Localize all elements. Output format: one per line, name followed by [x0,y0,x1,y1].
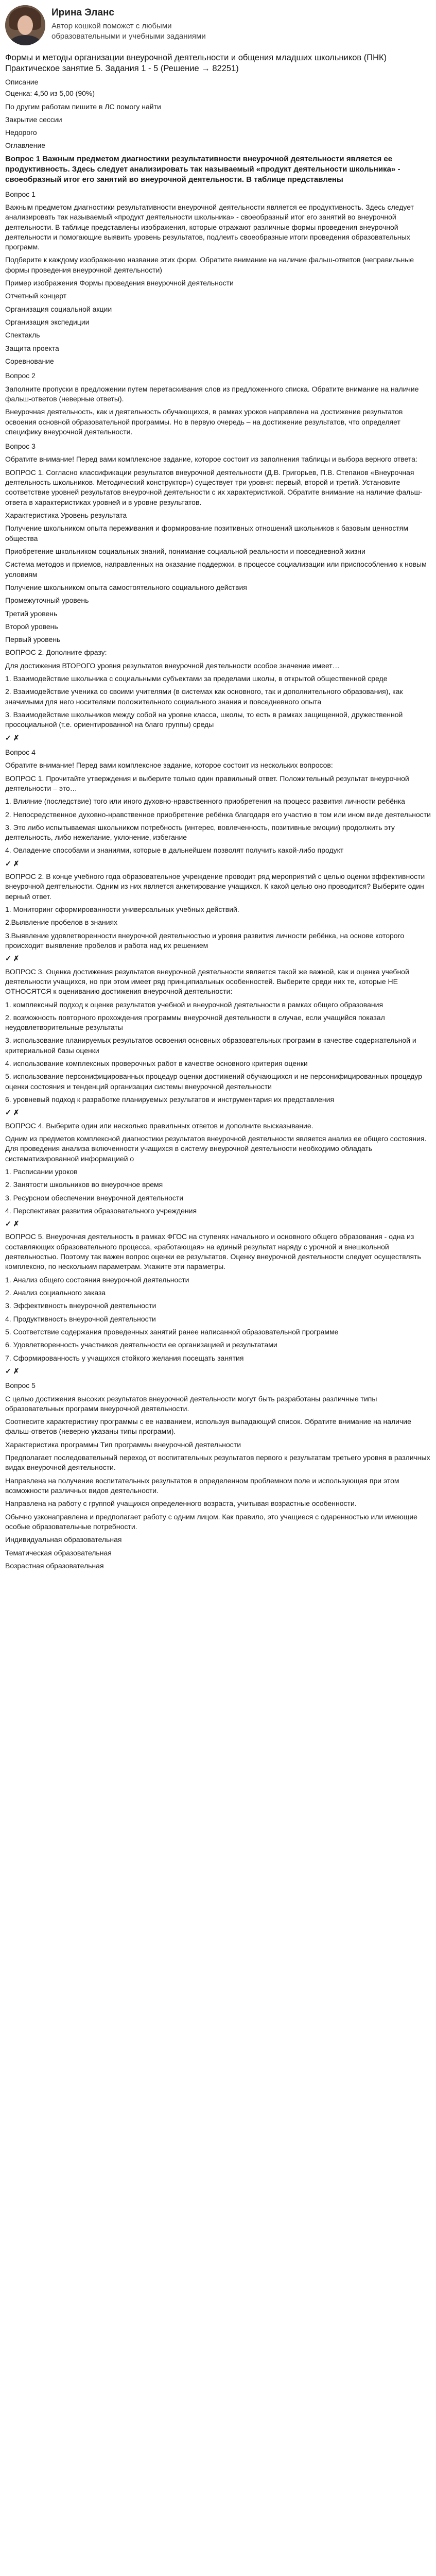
q4-sub1-option: 3. Это либо испытываемая школьником потребность (интерес, вовлеченность, позитивные эмоции) продолжить эту деятельность, либо нежелание, уклонение, избегание [5,823,395,842]
q1-answer: Соревнование [5,357,54,365]
check-cross-icon: ✓ ✗ [5,1108,20,1117]
q4-sub1: ВОПРОС 1. Прочитайте утверждения и выберите только один правильный ответ. Положительный результат внеурочной деятельности – это… [5,774,409,792]
q5-table-head: Характеристика программы Тип программы внеурочной деятельности [5,1440,241,1449]
q4-sub3-option: 1. комплексный подход к оценке результатов учебной и внеурочной деятельности в рамках общего образования [5,1000,383,1009]
q1-example: Пример изображения Формы проведения внеурочной деятельности [5,279,234,287]
q4-sub4-option: 3. Ресурсном обеспечении внеурочной деятельности [5,1193,184,1202]
q5-row: Направлена на получение воспитательных результатов в определенном проблемном поле и использующая при этом возможности различных видов деятельности. [5,1476,399,1495]
q1-heading: Вопрос 1 Важным предметом диагностики результативности внеурочной деятельности является ее продуктивность. Здесь следует анализировать так называемый «продукт деятельности школьника» - своеобразный итог его занятий во внеурочной деятельности. В таблице представлены [5,154,400,184]
question-3 [5,442,431,743]
q3-sub2-option: 3. Взаимодействие школьников между собой на уровне класса, школы, то есть в рамках защищенной, дружественной просоциальной (т.е. ориентированной на благо группы) среды [5,710,403,729]
q5-row: Направлена на работу с группой учащихся определенного возраста, учитывая возрастные особенности. [5,1499,357,1508]
q5-intro: С целью достижения высоких результатов внеурочной деятельности могут быть разработаны различные типы образовательных программ внеурочной деятельности. [5,1394,377,1413]
q3-row: Система методов и приемов, направленных на оказание поддержки, в процессе социализации или приспособлению к новым условиям [5,560,427,579]
q3-level: Промежуточный уровень [5,596,89,605]
q3-sub2-head: ВОПРОС 2. Дополните фразу: [5,648,107,657]
check-cross-icon: ✓ ✗ [5,1366,20,1375]
q3-table-head: Характеристика Уровень результата [5,511,127,519]
q4-sub5: ВОПРОС 5. Внеурочная деятельность в рамках ФГОС на ступенях начального и основного общего образования - одна из составляющих образовательного процесса, «работающая» на единый результат наряду с урочной и внешкольной деятельностью. Поэтому так важен вопрос оценки ее результатов. Оценку внеурочной деятельности следует осуществлять комплексно, по нескольким параметрам. Укажите эти параметры. [5,1232,421,1271]
q3-level: Первый уровень [5,635,61,644]
q2-label: Вопрос 2 [5,371,36,380]
q5-type: Возрастная образовательная [5,1561,104,1570]
q4-sub1-option: 2. Непосредственное духовно-нравственное приобретение ребёнка благодаря его участию в том или ином виде деятельности [5,810,431,819]
q4-sub4: ВОПРОС 4. Выберите один или несколько правильных ответов и дополните высказывание. [5,1121,313,1130]
q4-sub4-option: 2. Занятости школьников во внеурочное время [5,1180,163,1189]
q1-answer: Защита проекта [5,344,59,352]
check-cross-icon: ✓ ✗ [5,1219,20,1228]
q1-label: Вопрос 1 [5,190,36,198]
q4-sub5-option: 7. Сформированность у учащихся стойкого желания посещать занятия [5,1353,244,1362]
q4-sub4-option: 4. Перспективах развития образовательного учреждения [5,1206,197,1215]
check-cross-icon: ✓ ✗ [5,733,20,742]
q4-sub5-option: 1. Анализ общего состояния внеурочной деятельности [5,1275,189,1284]
q4-sub5-option: 3. Эффективность внеурочной деятельности [5,1301,156,1310]
q1-answer: Организация экспедиции [5,318,90,326]
q4-sub4-option: 1. Расписании уроков [5,1167,78,1176]
q4-label: Вопрос 4 [5,748,36,756]
q3-level: Третий уровень [5,609,58,618]
q3-sub2-option: 1. Взаимодействие школьника с социальными субъектами за пределами школы, в открытой общественной среде [5,674,388,683]
q3-intro: Обратите внимание! Перед вами комплексное задание, которое состоит из заполнения таблицы и выбора верного ответа: [5,455,417,464]
q4-sub2-option: 3.Выявление удовлетворенности внеурочной деятельностью и уровня развития личности ребёнка, на основе которого происходит выявление пробелов и работа над их решением [5,931,405,950]
q3-sub2-option: 2. Взаимодействие ученика со своими учителями (в системах как основного, так и дополнительного образования), как значимыми для него носителями положительного социального знания и повседневного опыта [5,687,403,706]
q1-answer: Отчетный концерт [5,292,67,300]
q2-intro: Заполните пропуски в предложении путем перетаскивания слов из предложенного списка. Обратите внимание на наличие фальш-ответов (неверные ответы). [5,384,419,403]
q4-sub5-option: 6. Удовлетворенность участников деятельности ее организацией и результатами [5,1341,277,1349]
q3-label: Вопрос 3 [5,442,36,451]
q1-task: Подберите к каждому изображению название этих форм. Обратите внимание на наличие фальш-ответов (неправильные формы проведения внеурочной деятельности) [5,256,414,274]
q4-intro: Обратите внимание! Перед вами комплексное задание, которое состоит из нескольких вопросов: [5,761,333,770]
q3-sub2-intro: Для достижения ВТОРОГО уровня результатов внеурочной деятельности особое значение имеет… [5,661,340,670]
q4-sub2-option: 1. Мониторинг сформированности универсальных учебных действий. [5,905,239,913]
q4-sub3-option: 6. уровневый подход к разработке планируемых результатов и инструментария их представления [5,1095,335,1104]
q1-answer: Спектакль [5,331,40,340]
question-5 [5,1381,431,1571]
description-label: Описание [5,77,39,86]
q5-type: Индивидуальная образовательная [5,1535,122,1544]
q5-row: Предполагает последовательный переход от воспитательных результатов первого к результатам третьего уровня в различных видах внеурочной деятельности. [5,1453,430,1472]
q4-sub3-option: 3. использование планируемых результатов освоения основных образовательных программ в качестве содержательной и критериальной базы оценки [5,1036,416,1055]
q5-task: Соотнесите характеристику программы с ее названием, используя выпадающий список. Обратите внимание на наличие фальш-ответов (неверно указаны типы программ). [5,1417,411,1436]
q1-answer: Организация социальной акции [5,304,112,313]
q5-row: Обычно узконаправлена и предполагает работу с одним лицом. Как правило, это учащиеся с одаренностью или имеющие особые образовательные потребности. [5,1512,417,1531]
question-2 [5,371,431,437]
q3-p1: ВОПРОС 1. Согласно классификации результатов внеурочной деятельности (Д.В. Григорьев, П.В. Степанов «Внеурочная деятельность школьников. Методический конструктор») существует три уровня: первый, второй и третий. Установите соответствие уровней результатов внеурочной деятельности с их характеристикой. Обратите внимание на наличие фальш-ответа в характеристиках уровней и в уровне результатов. [5,468,423,506]
author-bio: Автор кошкой поможет с любыми образовательными и учебными заданиями [51,22,206,41]
author-name[interactable]: Ирина Эланс [51,7,114,18]
q4-sub5-option: 2. Анализ социального заказа [5,1289,106,1297]
q3-level: Второй уровень [5,622,58,631]
contact-note: По другим работам пишите в ЛС помогу найти [5,102,161,111]
q4-sub3-option: 4. использование комплексных проверочных работ в качестве основного критерия оценки [5,1059,308,1068]
q4-sub4-intro: Одним из предметов комплексной диагностики результатов внеурочной деятельности является анализ ее общего состояния. Для проведения анализа включенности учащихся в систему внеурочной деятельности необходимо обладать систематизированной информацией о [5,1134,427,1163]
author-info [51,5,216,42]
close-session-note: Закрытие сессии [5,115,62,124]
q4-sub2: ВОПРОС 2. В конце учебного года образовательное учреждение проводит ряд мероприятий с целью оценки эффективности внеурочной деятельности. Одним из них является анкетирование учащихся. К какой целью оно проводится? Выберите один верный ответ. [5,872,425,901]
q2-sentence: Внеурочная деятельность, как и деятельность обучающихся, в рамках уроков направлена на достижение результатов освоения основной образовательной программы. Но в первую очередь – на достижение результатов, что определяет специфику внеурочной деятельности. [5,408,403,436]
q4-sub2-option: 2.Выявление пробелов в знаниях [5,918,118,927]
contents-label: Оглавление [5,141,46,150]
q5-label: Вопрос 5 [5,1381,36,1390]
q3-row: Приобретение школьником социальных знаний, понимание социальной реальности и повседневной жизни [5,547,365,555]
q5-type: Тематическая образовательная [5,1548,112,1557]
avatar[interactable] [5,5,45,45]
q4-sub3-option: 2. возможность повторного прохождения программы внеурочной деятельности в случае, если учащийся показал неудовлетворительные результаты [5,1013,385,1032]
rating-text: Оценка: 4,50 из 5,00 (90%) [5,89,95,98]
q4-sub3: ВОПРОС 3. Оценка достижения результатов внеурочной деятельности является такой же важной, как и оценка учебной деятельности учащихся, но при этом имеет ряд принципиальных особенностей. Выберите среди них те, которые НЕ ОТНОСЯТСЯ к оцениванию достижения внеурочной деятельности: [5,967,409,996]
check-cross-icon: ✓ ✗ [5,954,20,963]
q4-sub5-option: 4. Продуктивность внеурочной деятельности [5,1314,156,1323]
q3-row: Получение школьником опыта переживания и формирование позитивных отношений школьников к базовым ценностям общества [5,524,408,543]
author-card [5,5,431,45]
cheap-note: Недорого [5,128,37,137]
page-title: Формы и методы организации внеурочной деятельности и общения младших школьников (ПНК) Практическое занятие 5. Задания 1 - 5 (Решение → 82251) [5,53,387,74]
q4-sub5-option: 5. Соответствие содержания проведенных занятий ранее написанной образовательной программе [5,1327,339,1336]
question-4 [5,748,431,1376]
q4-sub1-option: 4. Овладение способами и знаниями, которые в дальнейшем позволят получить какой-либо продукт [5,846,344,855]
question-1 [5,190,431,367]
q4-sub1-option: 1. Влияние (последствие) того или иного духовно-нравственного приобретения на процесс развития личности ребёнка [5,797,405,806]
check-cross-icon: ✓ ✗ [5,859,20,868]
q3-row: Получение школьником опыта самостоятельного социального действия [5,583,247,591]
q1-intro: Важным предметом диагностики результативности внеурочной деятельности является ее продуктивность. Здесь следует анализировать так называемый «продукт деятельности школьника» - своеобразный итог его занятий во внеурочной деятельности. В таблице представлены изображения, которые отражают различные формы проведения внеурочной деятельности и помогающие выявить уровень результатов, подлеить своеобразные итоги проведения образовательных программ. [5,202,414,251]
q4-sub3-option: 5. использование персонифицированных процедур оценки достижений обучающихся и не персонифицированных процедур оценки состояния и тенденций организации системы внеурочной деятельности [5,1072,422,1091]
